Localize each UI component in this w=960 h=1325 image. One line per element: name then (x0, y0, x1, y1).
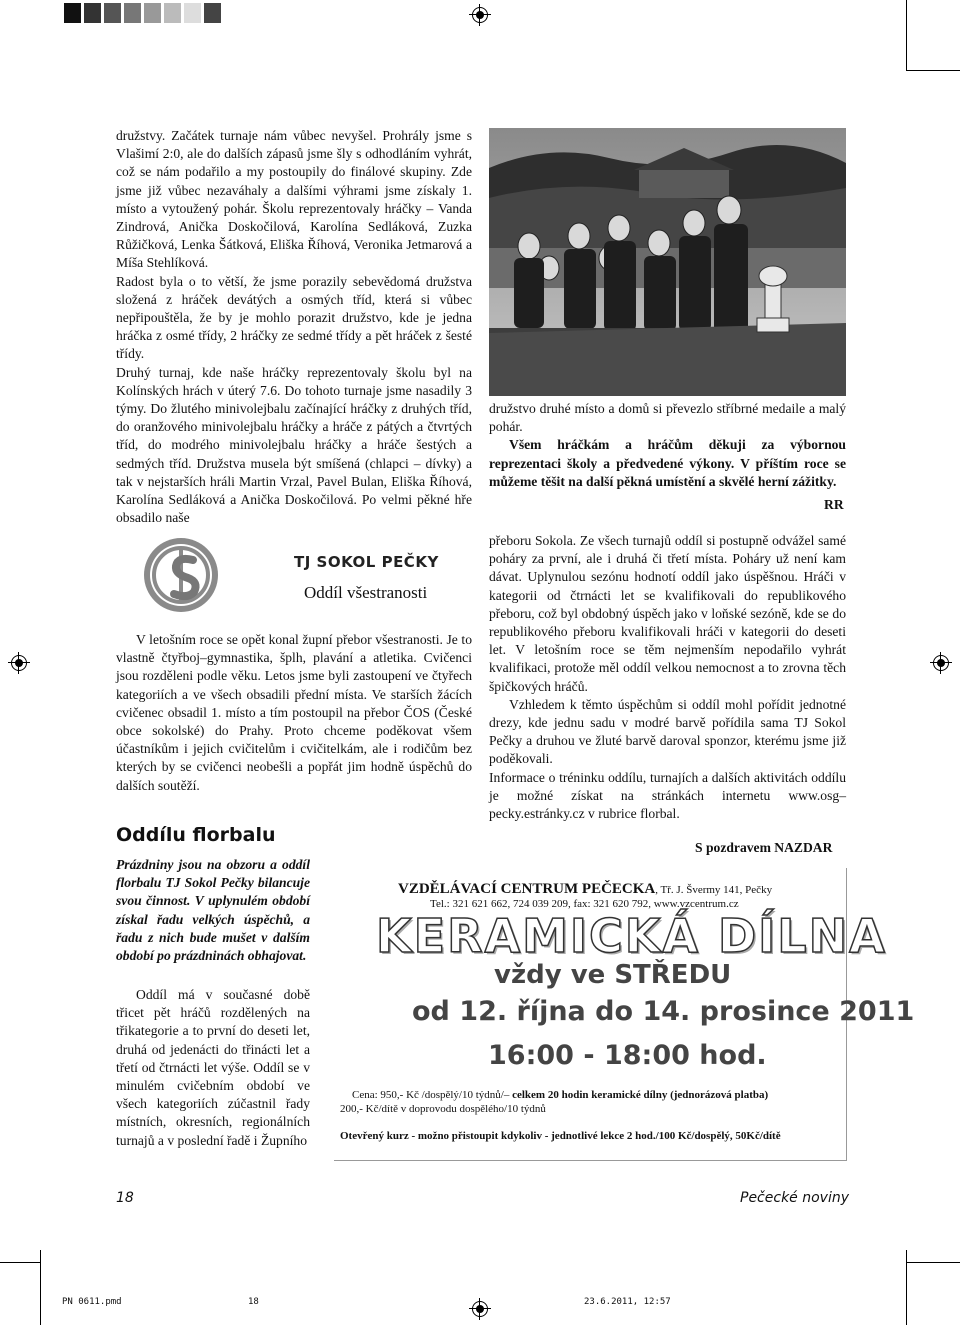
team-photo-image (489, 128, 846, 396)
slug-page: 18 (248, 1297, 259, 1307)
ad-contact: Tel.: 321 621 662, 724 039 209, fax: 321 620 792, www.vzcentrum.cz (430, 898, 739, 910)
magazine-name: Pečecké noviny (740, 1190, 850, 1206)
florbal-heading: Oddílu florbalu (116, 824, 276, 846)
team-photo (489, 128, 846, 396)
paragraph: V letošním roce se opět konal župní přebor všestranosti. Je to vlastně čtyřboj–gymnastika, šplh, plavání a atletika. Cvičenci jsou rozděleni podle věku. Letos jsme byli zastoupení ve čtyřech kategoriích a ve všech obsadili přední místa. Ve starších žácích cvičenec obsadil 1. místo a tím postoupil na přebor ČOS (České obce sokolské) do Prahy. Proto chceme poděkovat všem účastníkům i jejich cvičitelům i cvičitelkám, ale i rodičům bez kterých by se cvičenci neobešli a popřát jim hodně úspěchů do dalších soutěží. (116, 632, 472, 793)
ad-keramicka-dilna (334, 868, 915, 1161)
crop-mark-icon (930, 652, 952, 674)
ad-org-name: VZDĚLÁVACÍ CENTRUM PEČECKA (398, 881, 656, 897)
crop-mark-icon (469, 4, 491, 26)
sokol-article (116, 631, 472, 795)
paragraph: Oddíl má v současné době třicet pět hráčů rozdělených na třikategorie a to první do deseti let, druhá od jedenácti do třinácti let a třetí od čtrnácti let výše. Oddíl se v minulém cvičebním období ve všech kategoriích zúčastnil řady místních, okresních, regionálních turnajů a v poslední řadě i Župního (116, 987, 310, 1148)
trim-line (40, 1250, 41, 1325)
ad-price-adult: Cena: 950,- Kč /dospělý/10 týdnů/– (352, 1089, 513, 1101)
caption-text: družstvo druhé místo a domů si převezlo stříbrné medaile a malý pohár. (489, 401, 846, 435)
ad-org-line (398, 880, 772, 898)
ad-price (340, 1088, 769, 1116)
trim-line (906, 1262, 960, 1263)
trim-line (906, 70, 960, 71)
paragraph: Informace o tréninku oddílu, turnajích a dalších aktivitách oddílu je možné získat na stránkách internetu www.osg–pecky.estránky.cz v rubrice florbal. (489, 769, 846, 822)
slug-date: 23.6.2011, 12:57 (584, 1297, 671, 1307)
sokol-logo-icon (142, 536, 220, 614)
trim-line (906, 0, 907, 70)
paragraph: Druhý turnaj, kde naše hráčky reprezentovaly školu byl na Kolínských hrách v úterý 7.6. Do tohoto turnaje jsme nasadily 3 týmy. Do žlutého minivolejbalu začínající hráčky z druhých tříd, do oranžového minivolejbalu hráčky a hráče z pátých a čtvrtých tříd, do modrého minivolejbalu hráčky a hráče šestých a sedmých tříd. Družstva musela být smíšená (chlapci – dívky) a tak v nejstarších hráli Martin Vrzal, Pavel Bulan, Eliška Říhová, Karolína Sedláková a Anička Doskočilová. Po velmi pěkné hře obsadilo naše (116, 364, 472, 526)
ad-line-time: 16:00 - 18:00 hod. (488, 1040, 767, 1071)
paragraph: družstvy. Začátek turnaje nám vůbec nevyšel. Prohrály jsme s Vlašimí 2:0, ale do dalších zápasů jsme šly s odhodláním vyhrát, což se nám podařilo a my postoupily do finálové skupiny. Zde jsme již vůbec nezaváhaly a dalšími výhrami jsme získaly 1. místo a vytoužený pohár. Školu reprezentovaly hráčky – Vanda Zindrová, Anička Doskočilová, Karolína Sedláková, Zuzka Růžičková, Lenka Šátková, Eliška Říhová, Veronika Jetmarová a Míša Stehlíková. (116, 128, 472, 271)
crop-mark-icon (469, 1298, 491, 1320)
caption-thanks: Všem hráčkám a hráčům děkuji za výbornou reprezentaci školy a předvedené výkony. V příštím roce se můžeme těšit na další pěkná umístění a skvělé herní zážitky. (489, 437, 846, 489)
photo-caption (489, 400, 846, 491)
article-volleyball-left (116, 127, 472, 527)
ad-price-child: 200,- Kč/dítě v doprovodu dospělého/10 týdnů (340, 1103, 546, 1115)
lead-text: Prázdniny jsou na obzoru a oddíl florbalu TJ Sokol Pečky bilancuje svou činnost. V uplynulém období získal řadu velkých úspěchů, a řadu z nich bude mušet v dalším období po prázdninách obhajovat. (116, 857, 310, 964)
signature-rr: RR (824, 497, 844, 512)
ad-org-address: , Tř. J. Švermy 141, Pečky (655, 884, 773, 896)
paragraph: Radost byla o to větší, že jsme porazily sebevědomá družstva složená z hráček devátých a osmých tříd, která si vůbec nepřipouštěla, že by je mohlo porazit družstvo, kde je jedna hráčka z osmé třídy, 2 hráčky ze sedmé třídy a pět hráček z šesté třídy. (116, 273, 472, 362)
page-number: 18 (116, 1190, 134, 1206)
sokol-title: TJ SOKOL PEČKY (294, 553, 439, 571)
ad-price-note: celkem 20 hodin keramické dílny (jednorázová platba) (512, 1089, 769, 1101)
article-florbal-right (489, 532, 846, 823)
slug-file: PN 0611.pmd (62, 1297, 122, 1307)
ad-line-day: vždy ve STŘEDU (494, 960, 732, 990)
ad-headline: KERAMICKÁ DÍLNA (376, 909, 887, 963)
trim-line (0, 1262, 40, 1263)
crop-mark-icon (8, 652, 30, 674)
paragraph: přeboru Sokola. Ze všech turnajů oddíl si postupně odvážel samé poháry za první, ale i druhá či třetí místa. Poháry už není kam dávat. Uplynulou sezónu hodnotí oddíl jako úspěšnou. Hráči v kategorii od čtrnácti let se kvalifikovali do republikového přeboru, což byl obdobný úspěch jako v loňské sezóně, kde se do republikového přeboru kvalifikovali hráči v kategorii do deseti let. V letošním roce se těm nejmenším nepodařilo vyhrát kvalifikaci, protože měl oddíl velkou nemocnost a to zrovna těch špičkových hráčů. (489, 533, 846, 694)
ad-line-dates: od 12. října do 14. prosince 2011 (412, 996, 915, 1027)
ad-footer: Otevřený kurz - možno přistoupit kdykoliv - jednotlivé lekce 2 hod./100 Kč/dospělý, 50Kč/dítě (340, 1130, 781, 1142)
florbal-body (116, 986, 310, 1150)
sokol-subtitle: Oddíl všestranosti (304, 583, 428, 602)
florbal-signature: S pozdravem NAZDAR (695, 840, 833, 855)
florbal-lead (116, 856, 310, 965)
sokol-logo (142, 536, 220, 614)
paragraph: Vzhledem k těmto úspěchům si oddíl mohl pořídit jednotné drezy, kde jednu sadu v modré barvě pořídila sama TJ Sokol Pečky a druhou ve žluté barvě daroval sponzor, kterému jsme již poděkovali. (489, 696, 846, 767)
